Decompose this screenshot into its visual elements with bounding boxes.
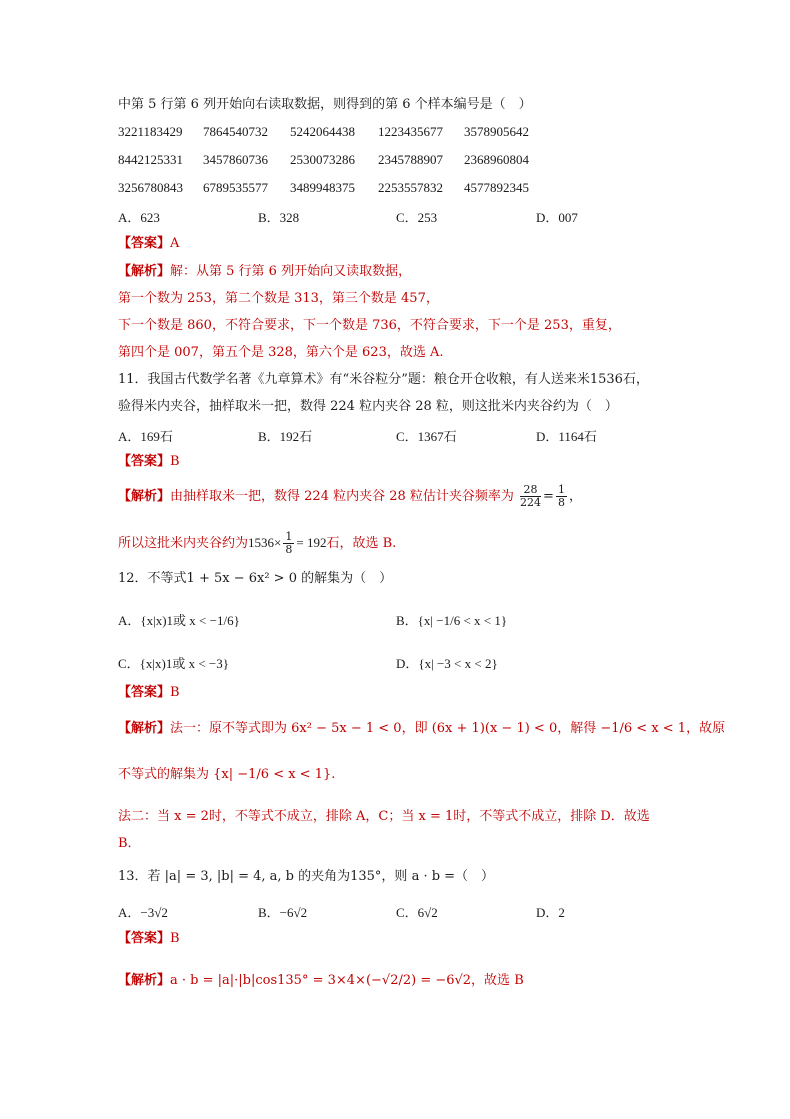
q10-option-d: D．007 — [536, 210, 578, 225]
q12-analysis-line-1 — [118, 720, 725, 738]
table-cell: 3457860736 — [203, 152, 268, 167]
analysis-text: 法一：原不等式即为 6x² − 5x − 1 < 0，即 (6x + 1)(x − 1) < 0，解得 −1/6 < x < 1，故原 — [170, 721, 726, 736]
q12-stem: 12．不等式1 + 5x − 6x² > 0 的解集为（ ） — [118, 571, 393, 586]
analysis-text: a · b = |a|·|b|cos135° = 3×4×(−√2/2) = −6√2，故选 B — [170, 973, 524, 988]
table-cell: 3578905642 — [464, 124, 529, 139]
table-cell: 5242064438 — [290, 124, 355, 139]
table-cell: 3256780843 — [118, 180, 183, 195]
answer-value: B — [170, 685, 180, 700]
q10-analysis-line-4: 第四个是 007，第五个是 328，第六个是 623，故选 A. — [118, 345, 444, 360]
q11-answer — [118, 453, 180, 471]
table-cell: 3489948375 — [290, 180, 355, 195]
q11-analysis-line-1: 【解析】由抽样取米一把，数得 224 粒内夹谷 28 粒估计夹谷频率为 $\frac{28}{224}$ = $\frac{1}{8}$ ， — [118, 483, 582, 509]
fraction-1-8: $\frac{1}{8}$ — [557, 483, 565, 509]
answer-value: A — [170, 236, 180, 251]
q13-option-d: D．2 — [536, 905, 565, 920]
q12-analysis-line-4: B． — [118, 836, 141, 851]
answer-value: B — [170, 931, 180, 946]
q11-option-b: B．192石 — [258, 429, 313, 444]
analysis-tag: 【解析】 — [118, 489, 171, 504]
q12-option-d: D．{x| −3 < x < 2} — [396, 656, 498, 671]
q12-option-b: B．{x| −1/6 < x < 1} — [396, 613, 508, 628]
table-cell: 2530073286 — [290, 152, 355, 167]
table-cell: 2368960804 — [464, 152, 529, 167]
q12-analysis-line-2: 不等式的解集为 {x| −1/6 < x < 1}. — [118, 767, 336, 782]
q10-stem: 中第 5 行第 6 列开始向右读取数据，则得到的第 6 个样本编号是（ ） — [118, 97, 532, 112]
q11-stem-line-2: 验得米内夹谷，抽样取米一把，数得 224 粒内夹谷 28 粒，则这批米内夹谷约为（ ） — [118, 399, 618, 414]
q12-option-a: A．{x|x)1或 x < −1/6} — [118, 613, 240, 628]
q11-analysis-line-2: 所以这批米内夹谷约为1536× $\frac{1}{8}$ = 192石，故选 B. — [118, 530, 397, 556]
table-cell: 2345788907 — [378, 152, 443, 167]
q12-answer — [118, 684, 180, 702]
answer-tag: 【答案】 — [118, 931, 171, 946]
analysis-text: 解：从第 5 行第 6 列开始向又读取数据， — [170, 264, 412, 279]
analysis-tag: 【解析】 — [118, 264, 171, 279]
answer-value: B — [170, 454, 180, 469]
q10-option-b: B．328 — [258, 210, 300, 225]
analysis-tag: 【解析】 — [118, 973, 171, 988]
analysis-tag: 【解析】 — [118, 721, 171, 736]
answer-tag: 【答案】 — [118, 685, 171, 700]
fraction-28-224: $\frac{28}{224}$ — [520, 483, 542, 509]
table-cell: 6789535577 — [203, 180, 268, 195]
answer-tag: 【答案】 — [118, 454, 171, 469]
q13-option-b: B．−6√2 — [258, 905, 308, 920]
q10-answer — [118, 235, 179, 253]
table-cell: 2253557832 — [378, 180, 443, 195]
q10-analysis-line-2: 第一个数为 253，第二个数是 313，第三个数是 457， — [118, 291, 439, 306]
q13-answer — [118, 930, 180, 948]
q11-option-c: C．1367石 — [396, 429, 457, 444]
table-cell: 8442125331 — [118, 152, 183, 167]
table-cell: 1223435677 — [378, 124, 443, 139]
q13-analysis — [118, 972, 524, 990]
analysis-text: 由抽样取米一把，数得 224 粒内夹谷 28 粒估计夹谷频率为 — [170, 489, 514, 504]
q12-option-c: C．{x|x)1或 x < −3} — [118, 656, 229, 671]
q13-stem: 13．若 |a| = 3, |b| = 4, a, b 的夹角为135°，则 a · b =（ ） — [118, 869, 495, 884]
q11-option-d: D．1164石 — [536, 429, 597, 444]
q10-analysis-line-3: 下一个数是 860，不符合要求，下一个数是 736，不符合要求，下一个是 253，重复， — [118, 318, 621, 333]
q12-analysis-line-3: 法二：当 x = 2时，不等式不成立，排除 A，C；当 x = 1时，不等式不成立，排除 D．故选 — [118, 809, 650, 824]
q13-option-a: A．−3√2 — [118, 905, 168, 920]
table-cell: 4577892345 — [464, 180, 529, 195]
q11-option-a: A．169石 — [118, 429, 173, 444]
table-cell: 3221183429 — [118, 124, 183, 139]
fraction-1-8: $\frac{1}{8}$ — [285, 530, 293, 556]
answer-tag: 【答案】 — [118, 236, 171, 251]
q10-analysis-line-1 — [118, 263, 411, 281]
table-cell: 7864540732 — [203, 124, 268, 139]
q10-option-c: C．253 — [396, 210, 438, 225]
q13-option-c: C．6√2 — [396, 905, 438, 920]
q10-option-a: A．623 — [118, 210, 160, 225]
q11-stem-line-1: 11．我国古代数学名著《九章算术》有“米谷粒分”题：粮仓开仓收粮，有人送来米1536石， — [118, 372, 649, 387]
